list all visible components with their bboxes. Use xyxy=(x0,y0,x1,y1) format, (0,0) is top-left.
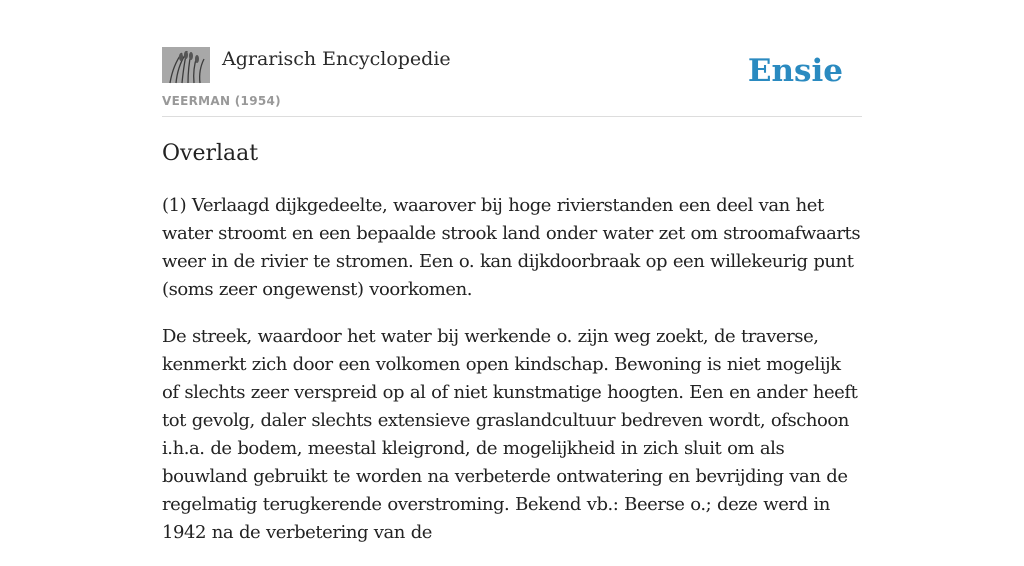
source-title[interactable]: Agrarisch Encyclopedie xyxy=(222,48,451,70)
brand-logo[interactable]: Ensie xyxy=(747,53,843,89)
article-paragraph: (1) Verlaagd dijkgedeelte, waarover bij hoge rivierstanden een deel van het water stroomt en een bepaalde strook land onder water zet om stroomafwaarts weer in de rivier te stromen. Een o. kan dijkdoorbraak op een willekeurig punt (soms zeer ongewenst) voorkomen. xyxy=(162,195,861,300)
article-body xyxy=(162,192,862,566)
page xyxy=(162,0,862,543)
article-paragraph: De streek, waardoor het water bij werkende o. zijn weg zoekt, de traverse, kenmerkt zich door een volkomen open kindschap. Bewoning is niet mogelijk of slechts zeer verspreid op al of niet kunstmatige hoogten. Een en ander heeft tot gevolg, daler slechts extensieve graslandcultuur bedreven wordt, ofschoon i.h.a. de bodem, meestal kleigrond, de mogelijkheid in zich sluit om als bouwland gebruikt te worden na verbeterde ontwatering en bevrijding van de regelmatig terugkerende overstroming. Bekend vb.: Beerse o.; deze werd in 1942 na de verbetering van de xyxy=(162,326,858,543)
article-title: Overlaat xyxy=(162,141,259,166)
wheat-icon[interactable] xyxy=(162,47,210,83)
source-author: VEERMAN (1954) xyxy=(162,94,281,108)
source-header xyxy=(162,44,862,117)
